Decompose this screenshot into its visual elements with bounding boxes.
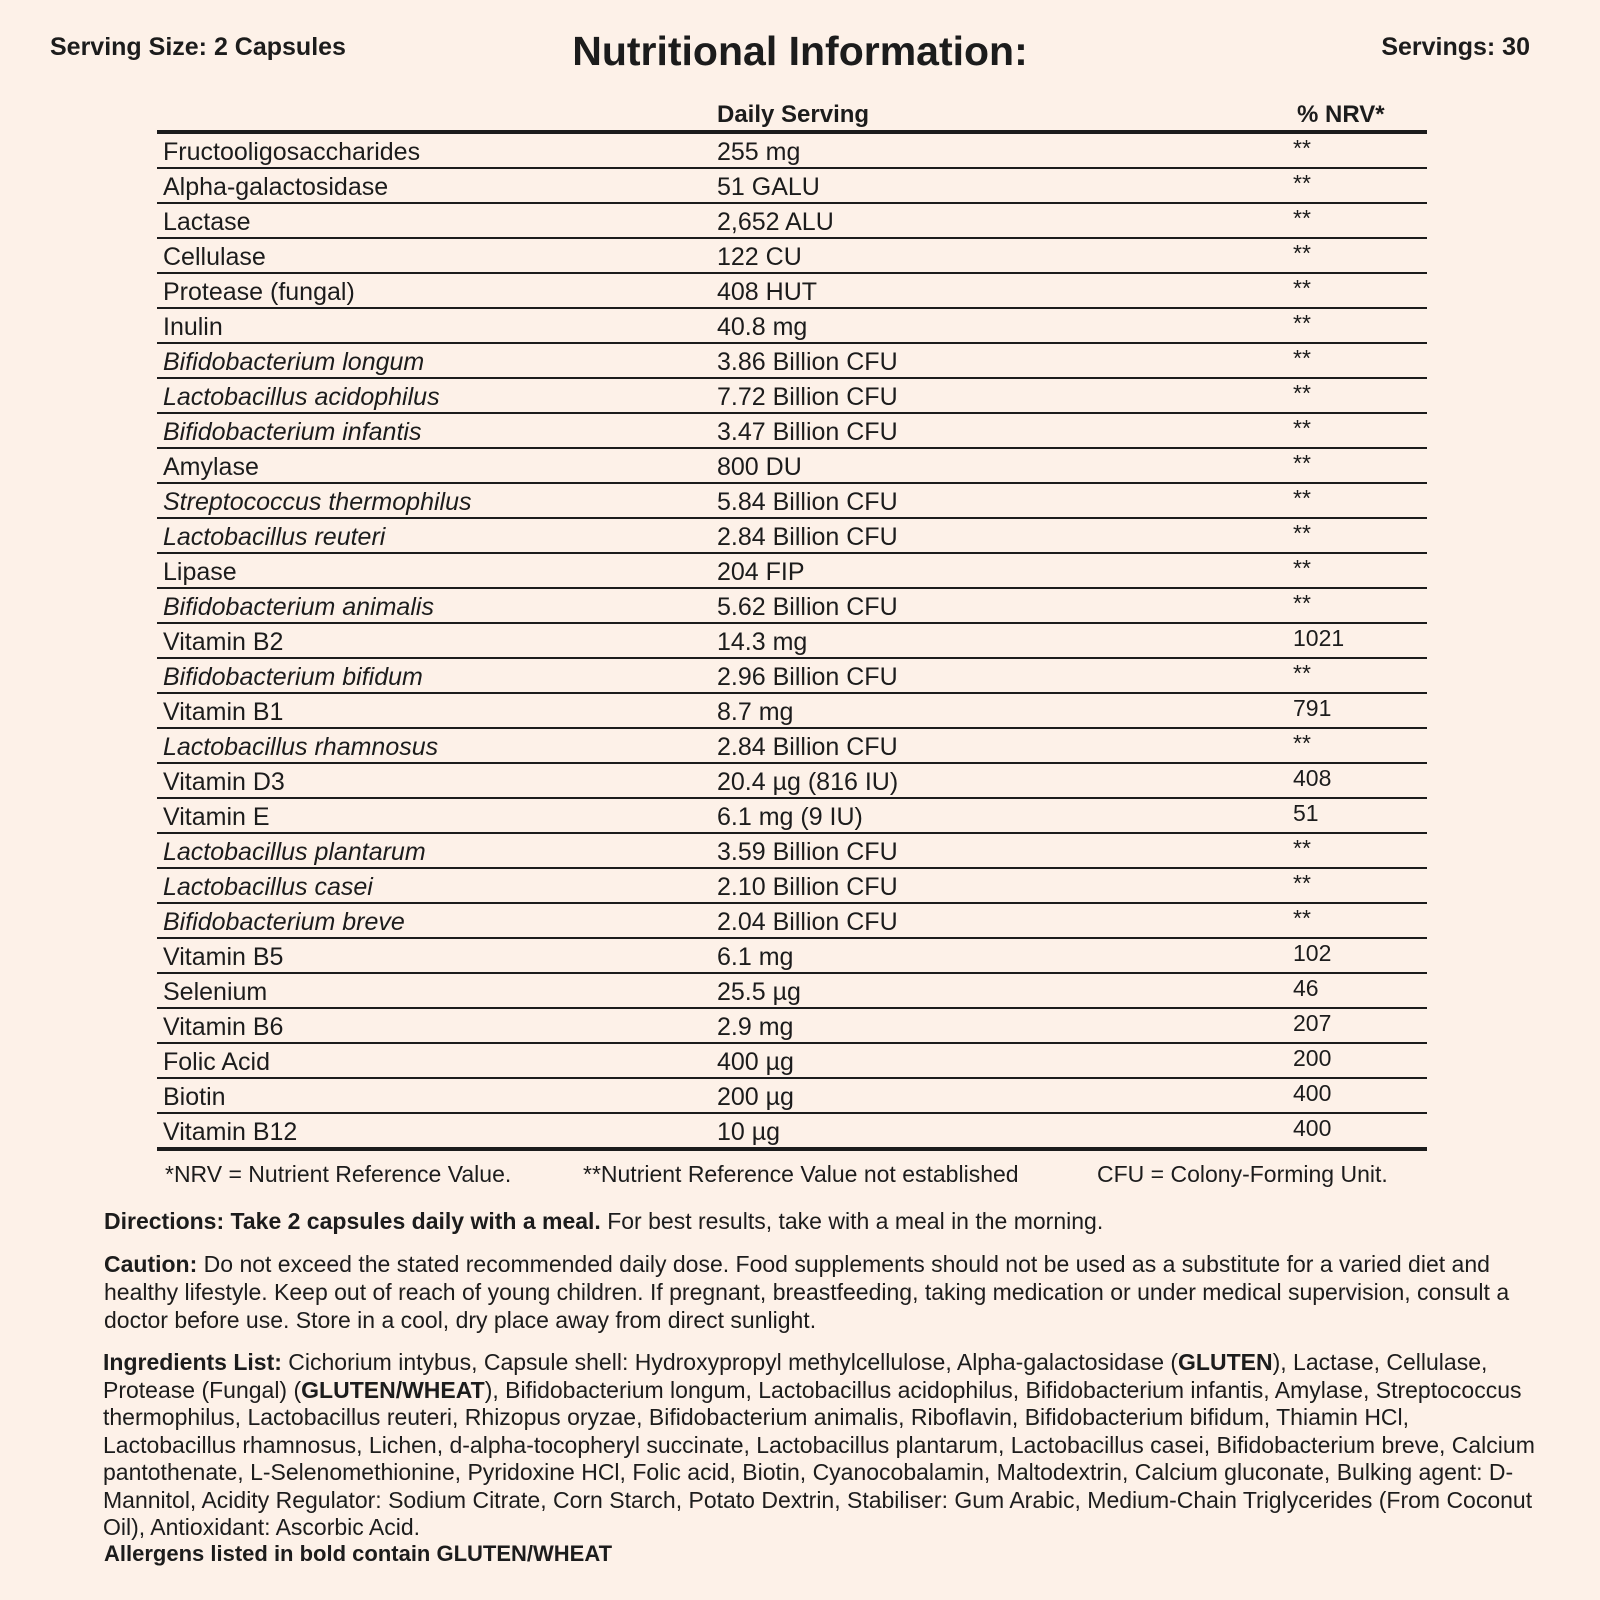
table-row [157,554,1427,589]
nutrient-amount: 255 mg [717,138,801,166]
nutrient-name: Vitamin E [163,803,270,831]
nutrient-name: Alpha-galactosidase [163,173,389,201]
nutrient-amount: 6.1 mg [717,943,794,971]
ingredients-list [103,1349,1543,1542]
nutrient-nrv: 207 [1293,1010,1332,1036]
nutrient-name: Lactobacillus rhamnosus [163,733,439,761]
nutrient-nrv: 791 [1293,695,1332,721]
table-row [157,589,1427,624]
nutrient-amount: 2.84 Billion CFU [717,733,898,761]
table-row [157,799,1427,834]
table-row [157,134,1427,169]
table-row [157,204,1427,239]
nutrient-name: Bifidobacterium animalis [163,593,434,621]
nutrient-nrv: ** [1293,485,1311,511]
nutrient-nrv: 400 [1293,1115,1332,1141]
nutrient-amount: 2.96 Billion CFU [717,663,898,691]
nutrient-nrv: 200 [1293,1045,1332,1071]
table-row [157,169,1427,204]
caution-text: Do not exceed the stated recommended daily dose. Food supplements should not be used as a substitute for a varied diet and healthy lifestyle. Keep out of reach of young children. If pregnant, breastfeeding, taking medication or under medical supervision, consult a doctor before use. Store in a cool, dry place away from direct sunlight. [104,1251,1510,1333]
nutrient-nrv: 102 [1293,940,1332,966]
nutrient-nrv: ** [1293,380,1311,406]
table-body [157,134,1427,1151]
nutrient-name: Cellulase [163,243,266,271]
nutrient-name: Lactase [163,208,251,236]
nutrient-nrv: ** [1293,170,1311,196]
nutrient-amount: 51 GALU [717,173,820,201]
table-row [157,484,1427,519]
table-row [157,414,1427,449]
nutrient-name: Biotin [163,1083,226,1111]
nutrient-nrv: ** [1293,520,1311,546]
nutrient-amount: 400 µg [717,1048,794,1076]
nutrient-nrv: 408 [1293,765,1332,791]
nutrient-amount: 20.4 µg (816 IU) [717,768,899,796]
allergen-gluten-wheat: GLUTEN/WHEAT [301,1376,485,1403]
nutrient-nrv: ** [1293,450,1311,476]
nutrient-amount: 5.62 Billion CFU [717,593,898,621]
table-row [157,344,1427,379]
footnote-not-established: **Nutrient Reference Value not established [583,1161,1019,1187]
table-row [157,904,1427,939]
nutrient-amount: 122 CU [717,243,802,271]
directions-text: For best results, take with a meal in the morning. [600,1208,1104,1234]
table-row [157,449,1427,484]
footnote-cfu: CFU = Colony-Forming Unit. [1097,1161,1388,1187]
nutrient-name: Bifidobacterium bifidum [163,663,423,691]
nutrient-amount: 40.8 mg [717,313,808,341]
column-header-daily-serving: Daily Serving [717,101,870,128]
nutrient-nrv: ** [1293,415,1311,441]
nutrient-amount: 10 µg [717,1118,781,1146]
nutrient-nrv: ** [1293,135,1311,161]
nutrient-amount: 204 FIP [717,558,805,586]
nutrient-name: Vitamin B2 [163,628,284,656]
nutrient-name: Bifidobacterium longum [163,348,425,376]
directions-label: Directions: Take 2 capsules daily with a meal. [104,1208,601,1234]
ingredients-text-2: ), Lactase, Cellulase, Protease (Fungal) ( [103,1349,1488,1403]
nutrient-amount: 7.72 Billion CFU [717,383,898,411]
page-title: Nutritional Information: [572,28,1028,74]
nutrient-nrv: ** [1293,870,1311,896]
nutrient-name: Bifidobacterium breve [163,908,405,936]
nutrient-amount: 14.3 mg [717,628,808,656]
table-row [157,694,1427,729]
nutrient-nrv: 51 [1293,800,1319,826]
nutrient-nrv: ** [1293,240,1311,266]
nutrient-nrv: 1021 [1293,625,1345,651]
table-row [157,239,1427,274]
table-header [157,98,1427,134]
nutrient-name: Vitamin B5 [163,943,284,971]
nutrient-amount: 2.04 Billion CFU [717,908,898,936]
nutrient-name: Streptococcus thermophilus [163,488,472,516]
nutrient-name: Vitamin B1 [163,698,284,726]
table-row [157,764,1427,799]
table-row [157,309,1427,344]
caution-label: Caution: [104,1251,198,1277]
allergen-gluten: GLUTEN [1178,1349,1273,1375]
nutrient-amount: 2.9 mg [717,1013,794,1041]
nutrient-name: Vitamin D3 [163,768,285,796]
nutrient-name: Lipase [163,558,237,586]
nutrient-name: Lactobacillus reuteri [163,523,386,551]
nutrient-nrv: ** [1293,660,1311,686]
nutrient-name: Inulin [163,313,223,341]
table-row [157,624,1427,659]
nutrient-name: Bifidobacterium infantis [163,418,422,446]
nutrient-amount: 3.59 Billion CFU [717,838,898,866]
nutrient-amount: 2.84 Billion CFU [717,523,898,551]
nutrient-name: Protease (fungal) [163,278,355,306]
nutrient-nrv: 46 [1293,975,1319,1001]
table-row [157,274,1427,309]
table-row [157,939,1427,974]
nutrient-nrv: ** [1293,835,1311,861]
nutrient-amount: 5.84 Billion CFU [717,488,898,516]
nutrient-amount: 8.7 mg [717,698,794,726]
nutrient-nrv: ** [1293,310,1311,336]
table-row [157,379,1427,414]
nutrient-nrv: 400 [1293,1080,1332,1106]
table-row [157,1079,1427,1114]
nutrient-nrv: ** [1293,205,1311,231]
nutrient-name: Vitamin B12 [163,1118,298,1146]
table-row [157,834,1427,869]
nutrient-amount: 3.86 Billion CFU [717,348,898,376]
nutrient-amount: 200 µg [717,1083,794,1111]
nutrient-name: Lactobacillus casei [163,873,373,901]
table-row [157,1009,1427,1044]
directions [104,1207,1524,1235]
nutrient-amount: 408 HUT [717,278,818,306]
ingredients-text-1: Cichorium intybus, Capsule shell: Hydroxypropyl methylcellulose, Alpha-galactosidase ( [281,1349,1179,1375]
nutrient-nrv: ** [1293,590,1311,616]
table-row [157,869,1427,904]
nutrient-nrv: ** [1293,275,1311,301]
table-row [157,1044,1427,1079]
column-header-nrv: % NRV* [1297,101,1385,128]
nutrient-amount: 3.47 Billion CFU [717,418,898,446]
ingredients-text-3: ), Bifidobacterium longum, Lactobacillus acidophilus, Bifidobacterium infantis, Amylase, Streptococcus thermophilus, Lactobacillus reuteri, Rhizopus oryzae, Bifidobacterium animalis, Riboflavin, Bifidobacterium bifidum, Thiamin HCl, Lactobacillus rhamnosus, Lichen, d-alpha-tocopheryl succinate, Lactobacillus plantarum, Lactobacillus casei, Bifidobacterium breve, Calcium pantothenate, L-Selenomethionine, Pyridoxine HCl, Folic acid, Biotin, Cyanocobalamin, Maltodextrin, Calcium gluconate, Bulking agent: D-Mannitol, Acidity Regulator: Sodium Citrate, Corn Starch, Potato Dextrin, Stabiliser: Gum Arabic, Medium-Chain Triglycerides (From Coconut Oil), Antioxidant: Ascorbic Acid. [103,1376,1535,1540]
nutrient-name: Selenium [163,978,268,1006]
nutrient-nrv: ** [1293,905,1311,931]
nutrient-name: Amylase [163,453,259,481]
table-row [157,659,1427,694]
nutrient-amount: 6.1 mg (9 IU) [717,803,863,831]
nutrient-name: Folic Acid [163,1048,270,1076]
allergens-note: Allergens listed in bold contain GLUTEN/WHEAT [104,1541,613,1566]
nutrient-amount: 2,652 ALU [717,208,834,236]
nutrient-name: Fructooligosaccharides [163,138,421,166]
nutrient-amount: 800 DU [717,453,802,481]
nutrient-amount: 25.5 µg [717,978,801,1006]
footnote-nrv: *NRV = Nutrient Reference Value. [165,1161,512,1187]
servings-count: Servings: 30 [1381,33,1530,61]
caution [104,1250,1524,1334]
nutrient-nrv: ** [1293,555,1311,581]
ingredients-label: Ingredients List: [103,1349,282,1375]
table-row [157,519,1427,554]
table-row [157,1114,1427,1151]
nutrition-table [157,98,1427,1151]
nutrient-name: Lactobacillus plantarum [163,838,426,866]
table-row [157,729,1427,764]
nutrient-name: Lactobacillus acidophilus [163,383,440,411]
nutrient-nrv: ** [1293,730,1311,756]
nutrient-name: Vitamin B6 [163,1013,284,1041]
nutrient-nrv: ** [1293,345,1311,371]
table-row [157,974,1427,1009]
nutrient-amount: 2.10 Billion CFU [717,873,898,901]
serving-size: Serving Size: 2 Capsules [50,33,346,61]
